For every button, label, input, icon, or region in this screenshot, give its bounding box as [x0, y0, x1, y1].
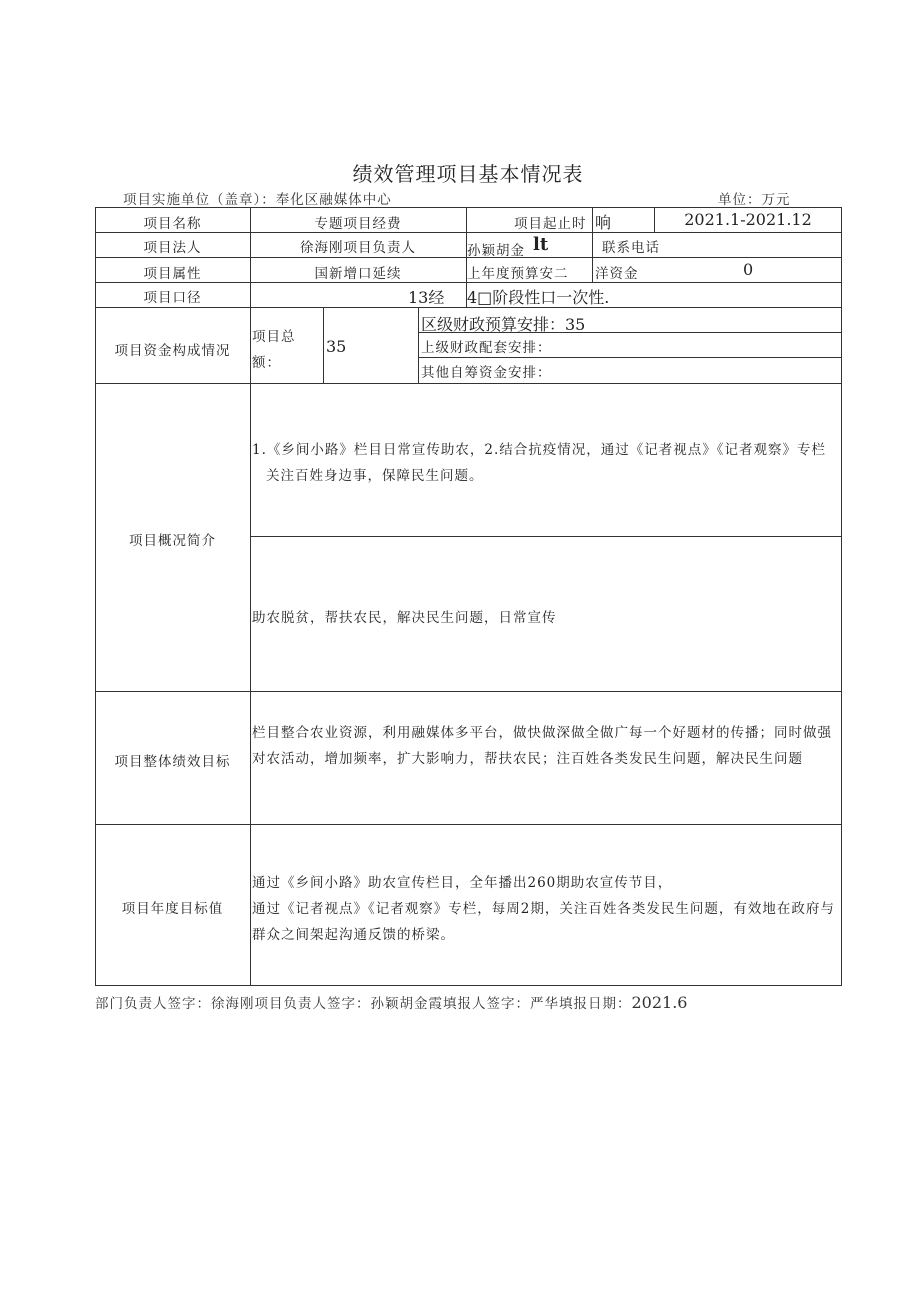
label-project-period: 项目起止时	[514, 216, 587, 232]
signature-footer	[95, 992, 687, 1012]
value-project-scope: 13经	[408, 288, 445, 307]
overview-text-1: 1.《乡间小路》栏目日常宣传助农，2.结合抗疫情况，通过《记者视点》《记者观察》专栏关注百姓身边事，保障民生问题。	[252, 442, 827, 484]
currency-unit: 单位：万元	[718, 192, 791, 208]
column-divider	[323, 307, 324, 383]
value-project-period: 2021.1-2021.12	[684, 210, 812, 229]
row-divider	[250, 536, 842, 537]
label-project-attribute: 项目属性	[143, 266, 202, 282]
column-divider	[250, 207, 251, 986]
label-funding-structure: 项目资金构成情况	[114, 343, 231, 359]
row-divider	[95, 691, 842, 692]
annual-target-line-1: 通过《乡间小路》助农宣传栏目，全年播出260期助农宣传节目，	[252, 875, 673, 891]
value-project-attribute: 国新增口延续	[314, 266, 402, 282]
district-budget: 区级财政预算安排：35	[421, 315, 586, 334]
value-total-amount: 35	[326, 337, 347, 356]
label-project-scope: 项目口径	[143, 290, 202, 306]
page-title: 绩效管理项目基本情况表	[352, 162, 584, 186]
signature-text: 部门负责人签字：徐海刚项目负责人签字：孙颖胡金霞填报人签字：严华填报日期：	[95, 996, 632, 1012]
annual-target-line-2: 通过《记者视点》《记者观察》专栏，每周2期，关注百姓各类发民生问题，有效地在政府与群众之间架起沟通反馈的桥梁。	[252, 901, 835, 943]
row-divider	[95, 282, 842, 283]
other-funds: 其他自筹资金安排：	[421, 365, 552, 381]
label-legal-person: 项目法人	[143, 240, 202, 256]
value-project-name: 专题项目经费	[314, 216, 402, 232]
label-project-overview: 项目概况简介	[129, 533, 216, 549]
value-prior-budget: 0	[743, 260, 754, 279]
label-total-amount: 项目总额：	[252, 329, 296, 371]
label-performance-goal: 项目整体绩效目标	[114, 754, 231, 770]
label-annual-target: 项目年度目标值	[121, 901, 224, 917]
stage-option-text: 4□阶段性口一次性.	[467, 288, 610, 307]
label-project-name: 项目名称	[143, 216, 202, 232]
row-divider	[95, 232, 842, 233]
column-divider	[418, 307, 419, 383]
period-label-suffix: 响	[595, 213, 612, 232]
row-divider	[418, 357, 842, 358]
contact-name-suffix: lt	[533, 234, 549, 255]
value-legal-person: 徐海刚项目负责人	[300, 240, 416, 256]
fill-date: 2021.6	[631, 993, 688, 1012]
overview-text-2: 助农脱贫，帮扶农民，解决民生问题，日常宣传	[252, 610, 557, 626]
performance-goal-text: 栏目整合农业资源，利用融媒体多平台，做快做深做全做广每一个好题材的传播；同时做强对农活动，增加频率，扩大影响力，帮扶农民；注百姓各类发民生问题，解决民生问题	[252, 725, 832, 767]
label-prior-budget-2: 洋资金	[595, 266, 639, 282]
implementing-unit: 项目实施单位（盖章）：奉化区融媒体中心	[123, 192, 392, 208]
contact-name: 孙颖胡金	[467, 243, 525, 259]
label-prior-budget: 上年度预算安二	[467, 266, 569, 282]
row-divider	[95, 824, 842, 825]
row-divider	[95, 383, 842, 384]
upper-budget: 上级财政配套安排：	[421, 340, 552, 356]
label-contact-phone: 联系电话	[602, 240, 660, 256]
column-divider	[592, 207, 593, 282]
